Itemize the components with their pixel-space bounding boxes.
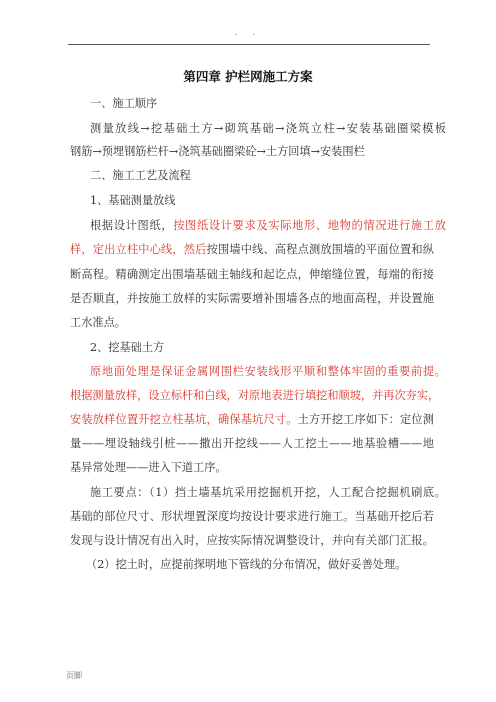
key-points-line-3: 发现与设计情况有出入时，应按实际情况调整设计，并向有关部门汇报。 bbox=[70, 534, 434, 547]
excavation-line-3-emphasis: 安装放样位置开挖立柱基坑，确保基坑尺寸。 bbox=[70, 413, 298, 426]
survey-line-3: 断高程。精确测定出围墙基础主轴线和起讫点，伸缩缝位置，每端的衔接 bbox=[70, 268, 434, 281]
key-points-line-4: （2）挖土时，应提前探明地下管线的分布情况，做好妥善处理。 bbox=[86, 558, 407, 571]
excavation-line-4: 量——埋设轴线引桩——撒出开挖线——人工挖土——地基验槽——地 bbox=[70, 437, 434, 450]
survey-line-1-emphasis: 按图纸设计要求及实际地形、地物的情况进行施工放 bbox=[173, 219, 446, 232]
heading-construction-sequence: 一、施工顺序 bbox=[90, 97, 158, 110]
chapter-title: 第四章 护栏网施工方案 bbox=[183, 69, 313, 84]
survey-line-2-tail: 按围墙中线、高程点测放围墙的平面位置和纵 bbox=[206, 243, 434, 256]
survey-line-2 bbox=[70, 243, 434, 257]
page-footer: 页脚 bbox=[66, 671, 82, 680]
key-points-line-1: 施工要点：（1）挡土墙基坑采用挖掘机开挖，人工配合挖掘机刷底。 bbox=[90, 486, 446, 499]
key-points-line-2: 基础的部位尺寸、形状埋置深度均按设计要求进行施工。当基础开挖后若 bbox=[70, 510, 434, 523]
survey-line-4: 是否顺直，并按施工放样的实际需要增补围墙各点的地面高程，并设置施 bbox=[70, 292, 434, 305]
excavation-line-3 bbox=[70, 413, 434, 427]
heading-excavation: 2、挖基础土方 bbox=[90, 341, 165, 354]
sequence-line-1: 测量放线→挖基础土方→砌筑基础→浇筑立柱→安装基础圈梁模板 bbox=[90, 122, 446, 135]
sequence-line-2: 钢筋→预埋钢筋栏杆→浇筑基础圈梁砼→土方回填→安装围栏 bbox=[70, 145, 365, 158]
survey-line-1 bbox=[90, 219, 446, 233]
excavation-line-3-tail: 土方开挖工序如下：定位测 bbox=[297, 413, 434, 426]
heading-process: 二、施工工艺及流程 bbox=[90, 169, 191, 182]
header-rule bbox=[68, 44, 430, 45]
survey-line-1-lead: 根据设计图纸， bbox=[90, 219, 174, 232]
excavation-line-5: 基异常处理——进入下道工序。 bbox=[70, 461, 227, 474]
survey-line-2-emphasis: 样，定出立柱中心线，然后 bbox=[70, 243, 207, 256]
heading-survey: 1、基础测量放线 bbox=[90, 194, 176, 207]
page-header-dots: . . bbox=[234, 28, 262, 38]
survey-line-5: 工水准点。 bbox=[70, 316, 126, 329]
excavation-line-2: 根据测量放样，设立标杆和白线，对原地表进行填挖和顺坡，并再次夯实， bbox=[70, 389, 440, 402]
excavation-line-1: 原地面处理是保证金属网围栏安装线形平顺和整体牢固的重要前提。 bbox=[90, 365, 446, 378]
